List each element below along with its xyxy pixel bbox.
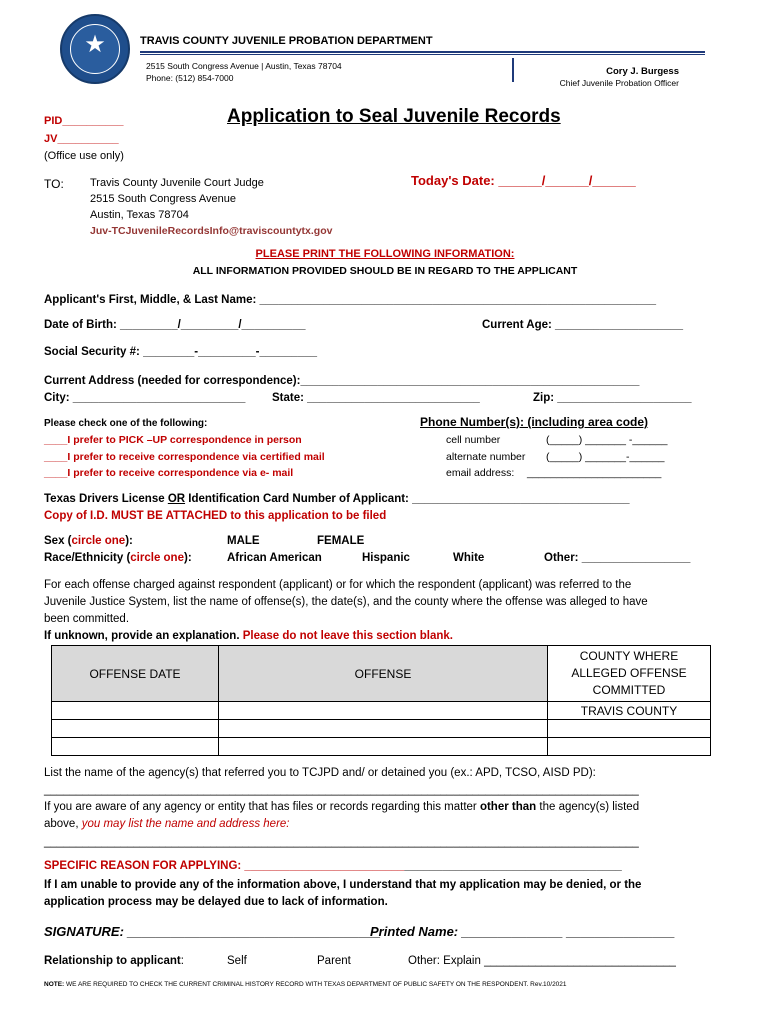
address-field[interactable]: Current Address (needed for correspondence):_____________________________________________________ xyxy=(44,375,640,387)
print-instructions: PLEASE PRINT THE FOLLOWING INFORMATION: xyxy=(255,248,515,260)
county-seal-logo xyxy=(60,14,130,84)
warning-line-1: If I am unable to provide any of the information above, I understand that my application may be denied, or the xyxy=(44,879,642,891)
alt-field[interactable]: (_____) _______-______ xyxy=(546,451,665,463)
pid-field: PID__________ xyxy=(44,115,124,127)
cell-field[interactable]: (_____) _______ -______ xyxy=(546,434,668,446)
page-title: Application to Seal Juvenile Records xyxy=(227,106,561,127)
signature-field[interactable]: SIGNATURE: ___________________________________ xyxy=(44,924,381,939)
sex-male[interactable]: MALE xyxy=(227,535,260,547)
official-name: Cory J. Burgess xyxy=(606,66,679,77)
header-divider xyxy=(512,58,514,82)
offense-unknown: If unknown, provide an explanation. Please do not leave this section blank. xyxy=(44,630,453,642)
relationship-self[interactable]: Self xyxy=(227,955,247,967)
other-agency-field[interactable]: _____________________________________________________________________________________________ xyxy=(44,836,639,848)
city-field[interactable]: City: ___________________________ xyxy=(44,392,246,404)
race-white[interactable]: White xyxy=(453,552,485,564)
race-african-american[interactable]: African American xyxy=(227,552,322,564)
to-label: TO: xyxy=(44,177,64,191)
table-row[interactable] xyxy=(52,720,219,738)
department-address: 2515 South Congress Avenue | Austin, Texas 78704 xyxy=(146,61,342,71)
department-name: TRAVIS COUNTY JUVENILE PROBATION DEPARTMENT xyxy=(140,35,433,47)
reason-field[interactable]: SPECIFIC REASON FOR APPLYING: ___________________________________________________________ xyxy=(44,860,622,872)
relationship-parent[interactable]: Parent xyxy=(317,955,351,967)
todays-date: Today's Date: ______/______/______ xyxy=(411,173,636,188)
relationship-other[interactable]: Other: Explain ______________________________ xyxy=(408,955,676,967)
table-row[interactable] xyxy=(52,702,219,720)
check-one-heading: Please check one of the following: xyxy=(44,418,208,429)
to-line-1: Travis County Juvenile Court Judge xyxy=(90,177,264,189)
star-icon: ★ xyxy=(84,30,106,58)
name-field[interactable]: Applicant's First, Middle, & Last Name: ______________________________________________________________ xyxy=(44,294,657,306)
official-title: Chief Juvenile Probation Officer xyxy=(559,78,679,88)
email-label: email address: xyxy=(446,467,515,479)
certified-mail-option[interactable]: ____I prefer to receive correspondence via certified mail xyxy=(44,451,325,463)
table-row[interactable] xyxy=(52,738,219,756)
col-county: COUNTY WHERE ALLEGED OFFENSE COMMITTED xyxy=(548,646,711,702)
offense-intro-2: Juvenile Justice System, list the name of offense(s), the date(s), and the county where the offense was alleged to have xyxy=(44,596,648,608)
zip-field[interactable]: Zip: _____________________ xyxy=(533,392,692,404)
other-agency-prompt: above, you may list the name and address here: xyxy=(44,818,290,830)
race-hispanic[interactable]: Hispanic xyxy=(362,552,410,564)
applicant-instructions: ALL INFORMATION PROVIDED SHOULD BE IN REGARD TO THE APPLICANT xyxy=(192,265,578,277)
agency-field[interactable]: _____________________________________________________________________________________________ xyxy=(44,784,639,796)
jv-field: JV__________ xyxy=(44,133,119,145)
age-field[interactable]: Current Age: ____________________ xyxy=(482,319,683,331)
cell-label: cell number xyxy=(446,434,501,446)
agency-question: List the name of the agency(s) that referred you to TCJPD and/ or detained you (ex.: APD, TCSO, AISD PD): xyxy=(44,767,596,779)
printed-name-field[interactable]: Printed Name: ______________ _______________ xyxy=(370,924,676,939)
pickup-option[interactable]: ____I prefer to PICK –UP correspondence in person xyxy=(44,434,302,446)
county-value: TRAVIS COUNTY xyxy=(548,702,711,720)
to-line-3: Austin, Texas 78704 xyxy=(90,209,189,221)
col-offense: OFFENSE xyxy=(219,646,548,702)
offense-intro-3: been committed. xyxy=(44,613,130,625)
offense-intro-1: For each offense charged against respondent (applicant) or for which the respondent (applicant) was referred to the xyxy=(44,579,632,591)
relationship-label: Relationship to applicant: xyxy=(44,955,184,967)
license-field[interactable]: Texas Drivers License OR Identification Card Number of Applicant: __________________________________ xyxy=(44,493,630,505)
col-offense-date: OFFENSE DATE xyxy=(52,646,219,702)
email-option[interactable]: ____I prefer to receive correspondence via e- mail xyxy=(44,467,294,479)
sex-label: Sex (circle one): xyxy=(44,535,133,547)
office-use-note: (Office use only) xyxy=(44,150,124,162)
email-field[interactable]: _______________________ xyxy=(527,467,662,479)
id-attach-notice: Copy of I.D. MUST BE ATTACHED to this application to be filed xyxy=(44,510,387,522)
dob-field[interactable]: Date of Birth: _________/_________/__________ xyxy=(44,319,306,331)
race-label: Race/Ethnicity (circle one): xyxy=(44,552,192,564)
offense-table xyxy=(51,645,711,756)
ssn-field[interactable]: Social Security #: ________-_________-_________ xyxy=(44,346,318,358)
phone-heading: Phone Number(s): (including area code) xyxy=(420,415,649,429)
sex-female[interactable]: FEMALE xyxy=(317,535,365,547)
department-phone: Phone: (512) 854-7000 xyxy=(146,73,234,83)
state-field[interactable]: State: ___________________________ xyxy=(272,392,480,404)
header-rule xyxy=(140,51,705,53)
to-line-2: 2515 South Congress Avenue xyxy=(90,193,236,205)
to-email: Juv-TCJuvenileRecordsInfo@traviscountytx.gov xyxy=(90,225,333,237)
alt-label: alternate number xyxy=(446,451,526,463)
footer-note: NOTE: WE ARE REQUIRED TO CHECK THE CURRENT CRIMINAL HISTORY RECORD WITH TEXAS DEPARTMENT OF PUBLIC SAFETY ON THE RESPONDENT. Rev.10/2021 xyxy=(44,981,567,988)
other-agency-question: If you are aware of any agency or entity that has files or records regarding this matter other than the agency(s) listed xyxy=(44,801,640,813)
race-other[interactable]: Other: _________________ xyxy=(544,552,691,564)
warning-line-2: application process may be delayed due to lack of information. xyxy=(44,896,388,908)
